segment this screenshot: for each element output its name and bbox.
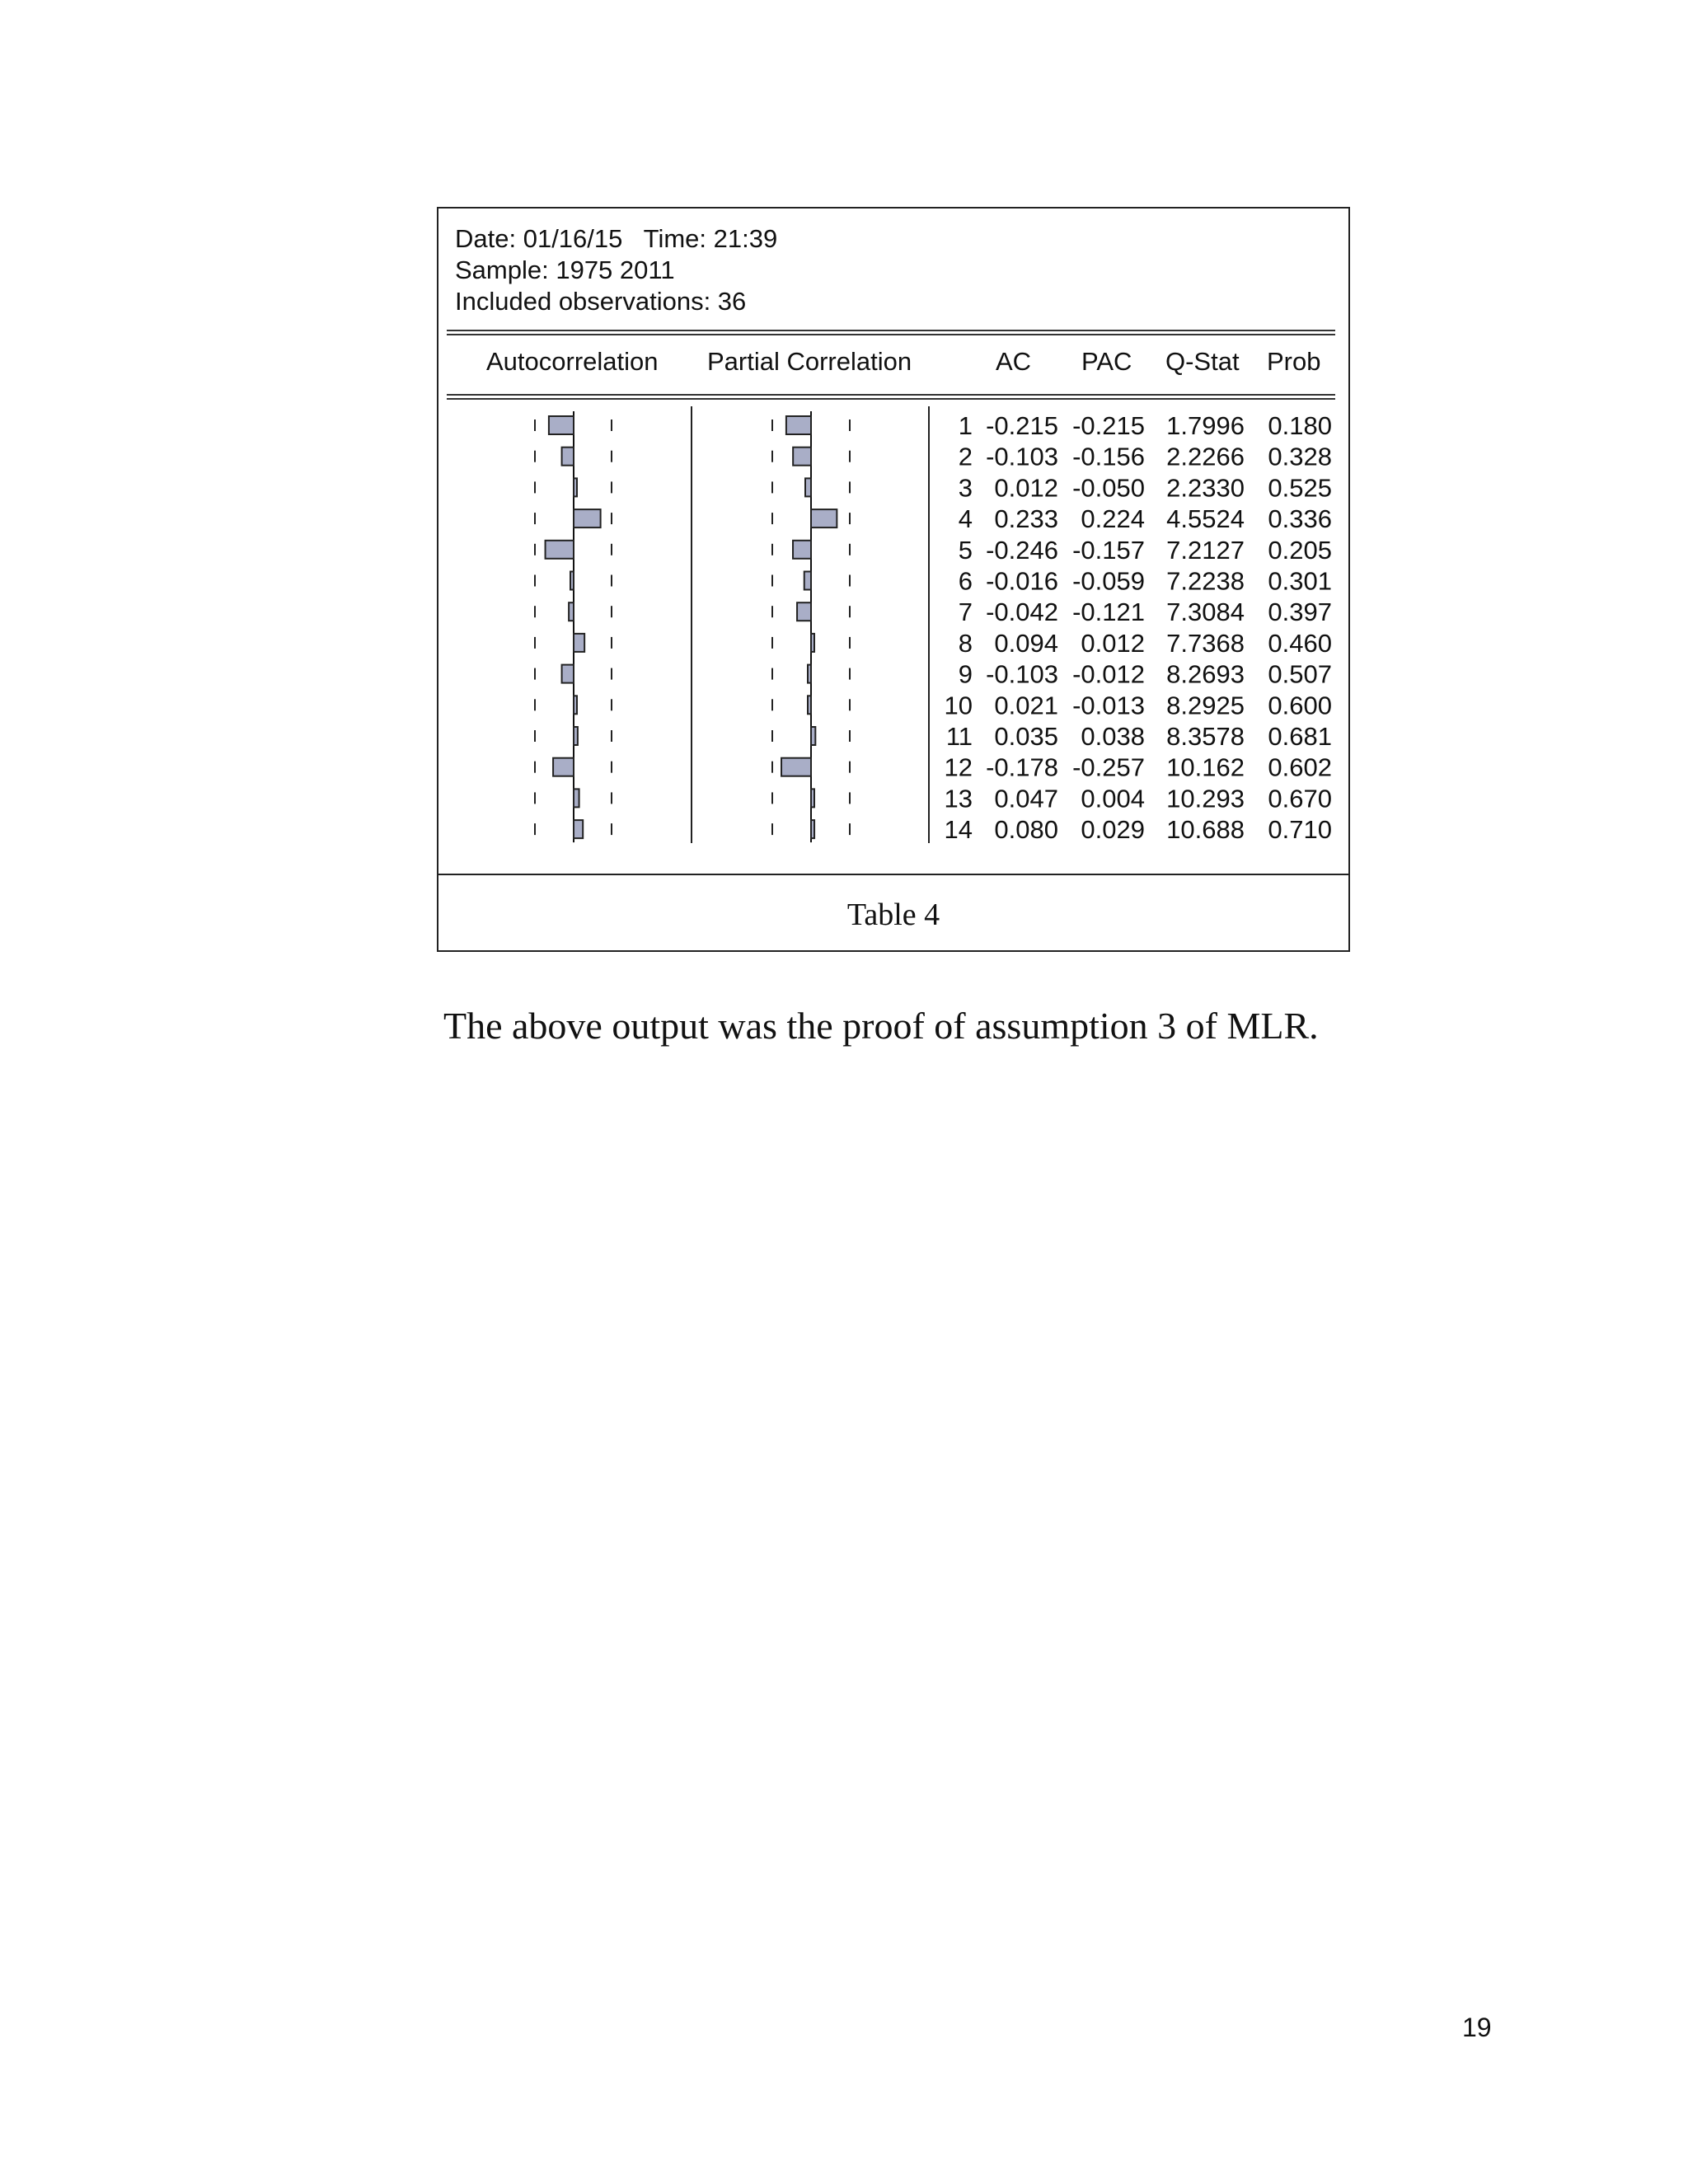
date-time-line: Date: 01/16/15 Time: 21:39 bbox=[455, 224, 778, 253]
qstat-cell: 2.2266 bbox=[1166, 442, 1245, 471]
ac-bar bbox=[549, 416, 574, 434]
pac-cell: -0.059 bbox=[1072, 566, 1145, 596]
prob-cell: 0.460 bbox=[1268, 628, 1332, 658]
pac-cell: -0.156 bbox=[1072, 442, 1145, 471]
pac-bar bbox=[808, 696, 811, 714]
col-header-ac: AC bbox=[996, 347, 1032, 376]
lag-cell: 13 bbox=[944, 784, 973, 813]
ac-bar bbox=[570, 572, 574, 590]
lag-cell: 1 bbox=[958, 411, 973, 440]
prob-cell: 0.602 bbox=[1268, 752, 1332, 782]
ac-cell: 0.233 bbox=[994, 504, 1058, 534]
qstat-cell: 7.3084 bbox=[1166, 598, 1245, 627]
prob-cell: 0.301 bbox=[1268, 566, 1332, 596]
observations-line: Included observations: 36 bbox=[455, 287, 747, 316]
pac-cell: -0.157 bbox=[1072, 535, 1145, 565]
qstat-cell: 8.2925 bbox=[1166, 691, 1245, 720]
ac-bar bbox=[562, 665, 574, 683]
ac-cell: -0.042 bbox=[986, 598, 1058, 627]
col-header-prob: Prob bbox=[1267, 347, 1321, 376]
ac-bar bbox=[574, 478, 577, 496]
pac-cell: 0.004 bbox=[1081, 784, 1145, 813]
pac-bar bbox=[786, 416, 811, 434]
ac-cell: 0.094 bbox=[994, 628, 1058, 658]
lag-cell: 14 bbox=[944, 815, 973, 845]
lag-cell: 2 bbox=[958, 442, 973, 471]
page-number: 19 bbox=[1462, 2013, 1492, 2042]
qstat-cell: 10.162 bbox=[1166, 752, 1245, 782]
ac-cell: 0.080 bbox=[994, 815, 1058, 845]
qstat-cell: 7.2127 bbox=[1166, 535, 1245, 565]
lag-cell: 7 bbox=[958, 598, 973, 627]
prob-cell: 0.205 bbox=[1268, 535, 1332, 565]
table-caption: Table 4 bbox=[846, 898, 940, 932]
lag-cell: 5 bbox=[958, 535, 973, 565]
prob-cell: 0.600 bbox=[1268, 691, 1332, 720]
pac-bar bbox=[811, 727, 815, 745]
caption-row bbox=[438, 874, 1348, 954]
col-header-qstat: Q-Stat bbox=[1165, 347, 1240, 376]
pac-bar bbox=[805, 478, 811, 496]
lag-cell: 6 bbox=[958, 566, 973, 596]
prob-cell: 0.525 bbox=[1268, 473, 1332, 503]
ac-cell: -0.103 bbox=[986, 442, 1058, 471]
ac-bar bbox=[546, 541, 574, 559]
ac-bar bbox=[574, 789, 579, 807]
pac-cell: -0.012 bbox=[1072, 659, 1145, 689]
lag-cell: 11 bbox=[945, 722, 973, 751]
prob-cell: 0.681 bbox=[1268, 722, 1332, 751]
lag-cell: 10 bbox=[944, 691, 973, 720]
ac-cell: -0.178 bbox=[986, 752, 1058, 782]
pac-bar bbox=[811, 820, 814, 838]
ac-cell: -0.103 bbox=[986, 659, 1058, 689]
ac-bar bbox=[569, 602, 574, 621]
pac-bar bbox=[811, 509, 837, 527]
ac-cell: 0.012 bbox=[994, 473, 1058, 503]
qstat-cell: 10.688 bbox=[1166, 815, 1245, 845]
correlogram-body bbox=[438, 209, 1348, 868]
pac-cell: -0.013 bbox=[1072, 691, 1145, 720]
ac-bar bbox=[562, 448, 574, 466]
prob-cell: 0.397 bbox=[1268, 598, 1332, 627]
pac-bar bbox=[811, 789, 814, 807]
lag-cell: 8 bbox=[958, 628, 973, 658]
ac-cell: -0.215 bbox=[986, 411, 1058, 440]
ac-bar bbox=[574, 696, 577, 714]
prob-cell: 0.336 bbox=[1268, 504, 1332, 534]
col-header-pac: PAC bbox=[1081, 347, 1132, 376]
qstat-cell: 8.3578 bbox=[1166, 722, 1245, 751]
pac-cell: 0.029 bbox=[1081, 815, 1145, 845]
lag-cell: 4 bbox=[958, 504, 973, 534]
ac-bar bbox=[574, 820, 583, 838]
pac-cell: -0.121 bbox=[1072, 598, 1145, 627]
pac-cell: -0.257 bbox=[1072, 752, 1145, 782]
pac-bar bbox=[804, 572, 811, 590]
prob-cell: 0.670 bbox=[1268, 784, 1332, 813]
ac-cell: 0.035 bbox=[994, 722, 1058, 751]
qstat-cell: 1.7996 bbox=[1166, 411, 1245, 440]
pac-cell: 0.012 bbox=[1081, 628, 1145, 658]
prob-cell: 0.328 bbox=[1268, 442, 1332, 471]
ac-bar bbox=[553, 758, 574, 776]
pac-cell: 0.224 bbox=[1081, 504, 1145, 534]
pac-cell: -0.215 bbox=[1072, 411, 1145, 440]
lag-cell: 12 bbox=[944, 752, 973, 782]
col-header-autocorrelation: Autocorrelation bbox=[486, 347, 659, 376]
ac-bar bbox=[574, 509, 601, 527]
ac-bar bbox=[574, 727, 578, 745]
col-header-partial-correlation: Partial Correlation bbox=[707, 347, 912, 376]
pac-bar bbox=[793, 448, 811, 466]
lag-cell: 9 bbox=[958, 659, 973, 689]
qstat-cell: 10.293 bbox=[1166, 784, 1245, 813]
pac-cell: -0.050 bbox=[1072, 473, 1145, 503]
ac-cell: -0.246 bbox=[986, 535, 1058, 565]
pac-bar bbox=[781, 758, 811, 776]
correlogram-panel bbox=[437, 207, 1350, 952]
pac-bar bbox=[808, 665, 811, 683]
sample-line: Sample: 1975 2011 bbox=[455, 255, 675, 284]
ac-cell: 0.047 bbox=[994, 784, 1058, 813]
qstat-cell: 7.2238 bbox=[1166, 566, 1245, 596]
qstat-cell: 2.2330 bbox=[1166, 473, 1245, 503]
body-paragraph: The above output was the proof of assumption 3 of MLR. bbox=[443, 1005, 1319, 1047]
prob-cell: 0.507 bbox=[1268, 659, 1332, 689]
pac-bar bbox=[797, 602, 811, 621]
prob-cell: 0.710 bbox=[1268, 815, 1332, 845]
prob-cell: 0.180 bbox=[1268, 411, 1332, 440]
pac-bar bbox=[811, 634, 814, 652]
ac-cell: 0.021 bbox=[994, 691, 1058, 720]
lag-cell: 3 bbox=[958, 473, 973, 503]
ac-bar bbox=[574, 634, 584, 652]
qstat-cell: 7.7368 bbox=[1166, 628, 1245, 658]
pac-cell: 0.038 bbox=[1081, 722, 1145, 751]
ac-cell: -0.016 bbox=[986, 566, 1058, 596]
qstat-cell: 8.2693 bbox=[1166, 659, 1245, 689]
pac-bar bbox=[793, 541, 811, 559]
qstat-cell: 4.5524 bbox=[1166, 504, 1245, 534]
